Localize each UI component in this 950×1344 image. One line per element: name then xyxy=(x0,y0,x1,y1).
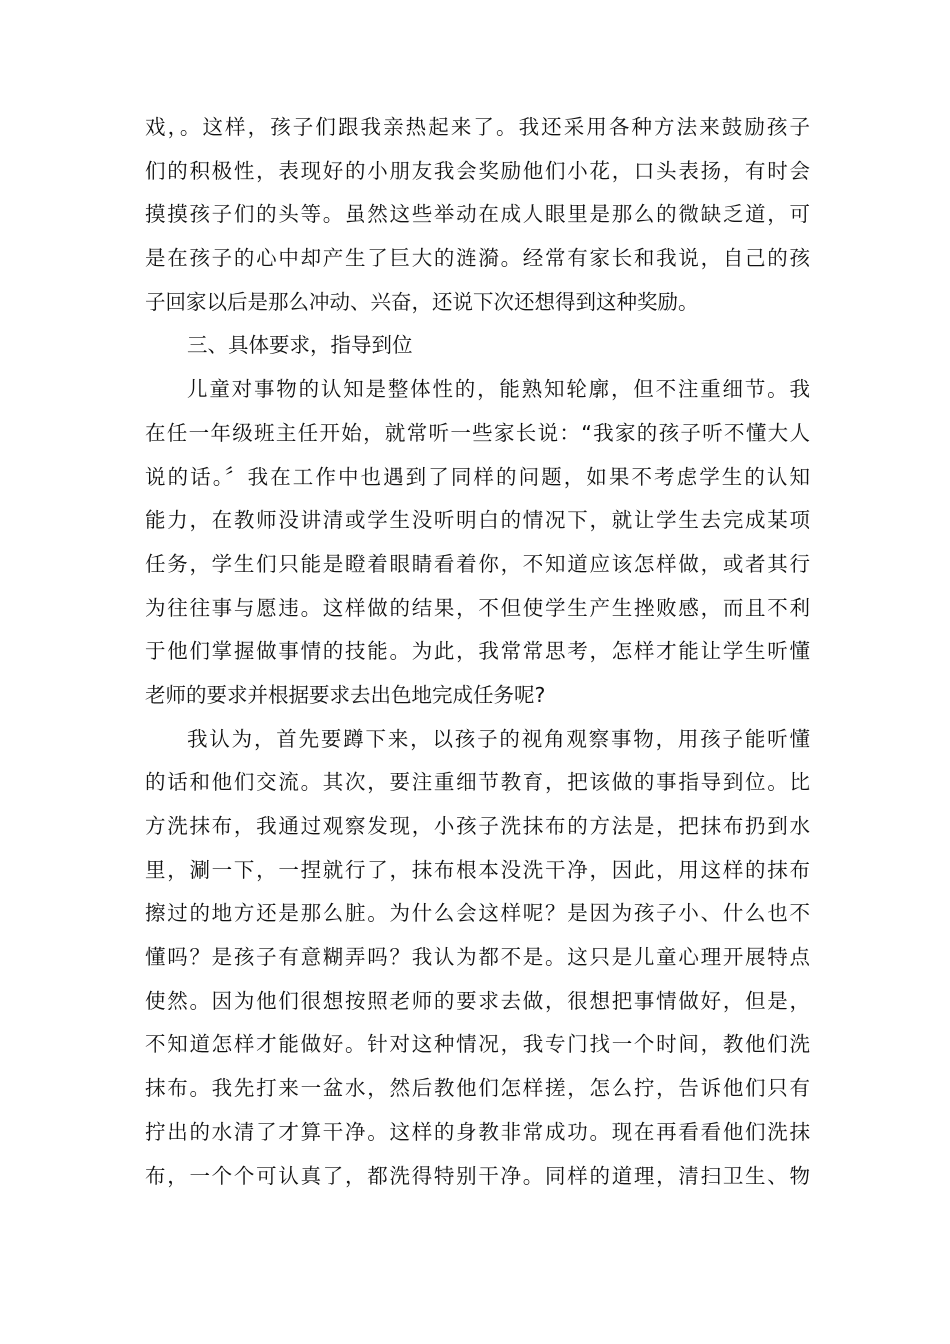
text-line: 任务，学生们只能是瞪着眼睛看着你，不知道应该怎样做，或者其行 xyxy=(145,551,810,576)
text-line: 老师的要求并根据要求去出色地完成任务呢? xyxy=(145,682,546,707)
text-line: 抹布。我先打来一盆水，然后教他们怎样搓，怎么拧，告诉他们只有 xyxy=(145,1076,810,1101)
text-line: 拧出的水清了才算干净。这样的身教非常成功。现在再看看他们洗抹 xyxy=(145,1119,810,1144)
text-line: 戏，。这样，孩子们跟我亲热起来了。我还采用各种方法来鼓励孩子 xyxy=(145,115,810,139)
text-line: 能力，在教师没讲清或学生没听明白的情况下，就让学生去完成某项 xyxy=(145,508,810,533)
text-line: 是在孩子的心中却产生了巨大的涟漪。经常有家长和我说，自己的孩 xyxy=(145,246,810,271)
text-line: 为往往事与愿违。这样做的结果，不但使学生产生挫败感，而且不利 xyxy=(145,595,810,620)
text-line: 儿童对事物的认知是整体性的，能熟知轮廓，但不注重细节。我 xyxy=(187,377,810,402)
text-line: 使然。因为他们很想按照老师的要求去做，很想把事情做好，但是， xyxy=(145,988,810,1013)
text-line: 不知道怎样才能做好。针对这种情况，我专门找一个时间，教他们洗 xyxy=(145,1032,810,1057)
text-line: 的话和他们交流。其次，要注重细节教育，把该做的事指导到位。比 xyxy=(145,770,810,795)
text-line: 在任一年级班主任开始，就常听一些家长说：“我家的孩子听不懂大人 xyxy=(145,420,810,445)
text-line: 摸摸孩子们的头等。虽然这些举动在成人眼里是那么的微缺乏道，可 xyxy=(145,202,810,227)
text-line: 布，一个个可认真了，都洗得特别干净。同样的道理，清扫卫生、物 xyxy=(145,1163,810,1188)
text-line: 我认为，首先要蹲下来，以孩子的视角观察事物，用孩子能听懂 xyxy=(187,726,810,751)
text-line: 三、具体要求，指导到位 xyxy=(187,333,413,358)
text-line: 懂吗？是孩子有意糊弄吗？我认为都不是。这只是儿童心理开展特点 xyxy=(145,945,810,970)
text-line: 方洗抹布，我通过观察发现，小孩子洗抹布的方法是，把抹布扔到水 xyxy=(145,814,810,838)
text-line: 子回家以后是那么冲动、兴奋，还说下次还想得到这种奖励。 xyxy=(145,289,699,314)
text-line: 擦过的地方还是那么脏。为什么会这样呢？是因为孩子小、什么也不 xyxy=(145,901,810,926)
text-line: 们的积极性，表现好的小朋友我会奖励他们小花，口头表扬，有时会 xyxy=(145,158,810,183)
document-body xyxy=(145,106,810,1198)
text-line: 于他们掌握做事情的技能。为此，我常常思考，怎样才能让学生听懂 xyxy=(145,639,810,664)
text-line: 说的话。〞我在工作中也遇到了同样的问题，如果不考虑学生的认知 xyxy=(145,464,810,489)
text-line: 里，涮一下，一捏就行了，抹布根本没洗干净，因此，用这样的抹布 xyxy=(145,857,810,882)
